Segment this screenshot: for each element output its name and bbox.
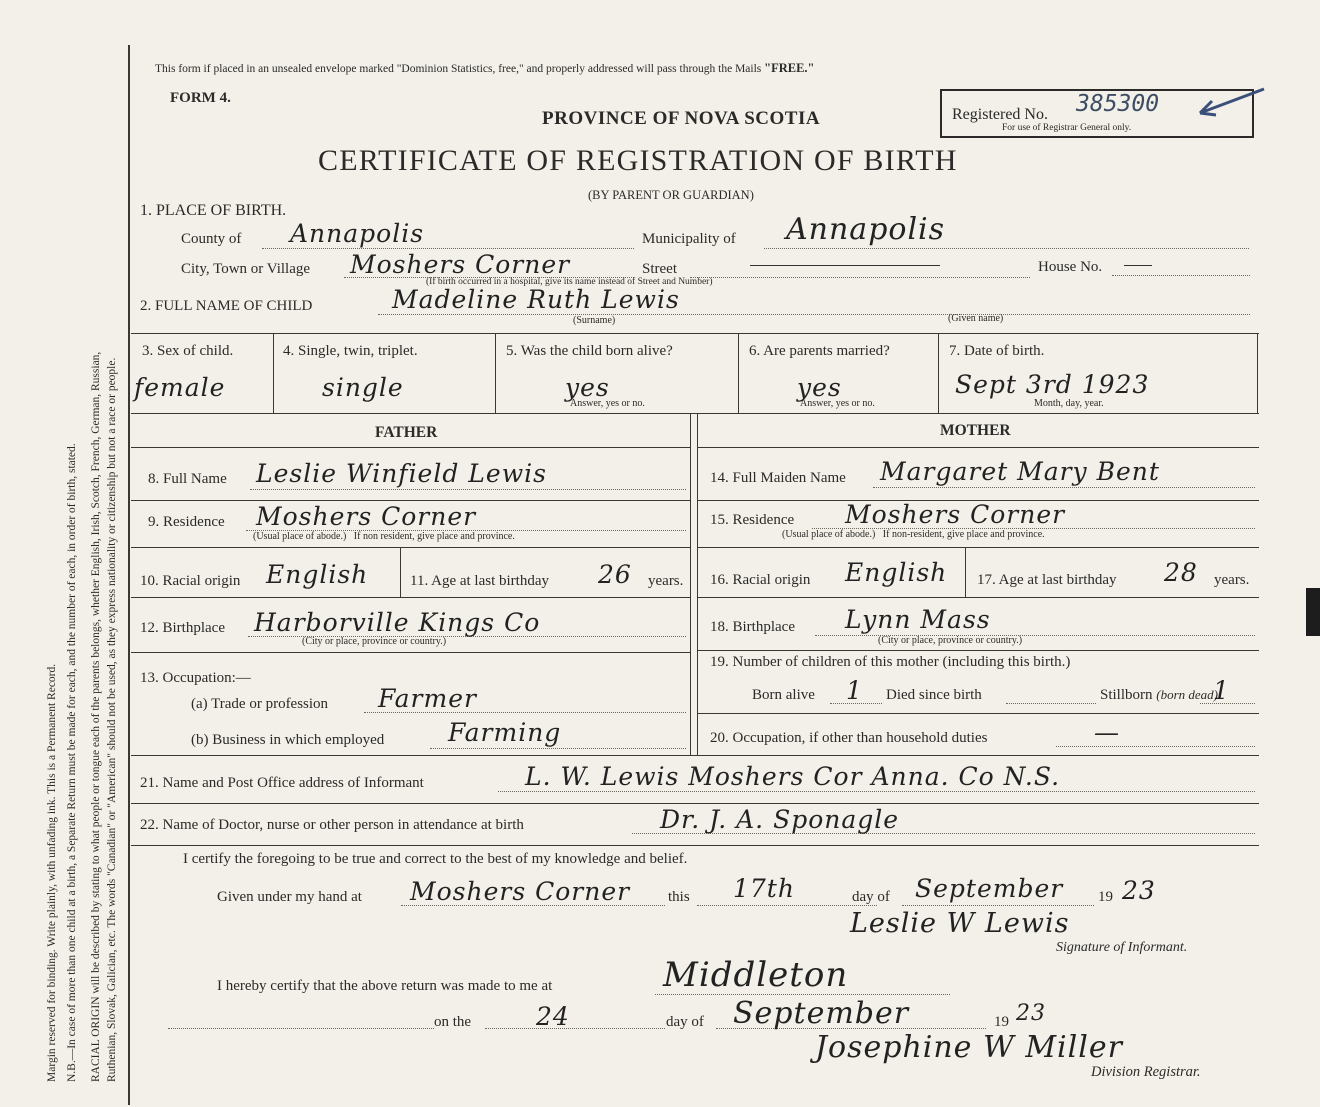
informant-signature: Leslie W Lewis (850, 908, 1070, 939)
registrar-year-value: 23 (1016, 1001, 1046, 1026)
informant-signature-label: Signature of Informant. (1056, 940, 1188, 955)
father-name-label: 8. Full Name (148, 471, 227, 487)
business-label: (b) Business in which employed (191, 732, 385, 748)
mother-name-label: 14. Full Maiden Name (710, 470, 846, 486)
certify-statement: I certify the foregoing to be true and correct to the best of my knowledge and belief. (183, 851, 688, 867)
surname-note: (Surname) (573, 315, 616, 326)
trade-label: (a) Trade or profession (191, 696, 329, 712)
registered-number: 385300 (1076, 91, 1160, 117)
given-place-value: Moshers Corner (410, 877, 631, 906)
municipality-label: Municipality of (642, 231, 736, 247)
father-birthplace-label: 12. Birthplace (140, 620, 225, 636)
date-of-birth-note: Month, day, year. (1034, 398, 1104, 409)
mother-residence-note: (Usual place of abode.) If non-resident, give place and province. (782, 529, 1045, 540)
mother-residence-label: 15. Residence (710, 512, 795, 528)
father-race-label: 10. Racial origin (140, 573, 241, 589)
details-bottom-rule (131, 413, 1259, 414)
street-line (690, 277, 1030, 278)
children-count-label: 19. Number of children of this mother (including this birth.) (710, 654, 1071, 670)
parents-divider (690, 413, 691, 755)
mother-name-value: Margaret Mary Bent (880, 457, 1160, 486)
certificate-title: CERTIFICATE OF REGISTRATION OF BIRTH (318, 144, 958, 177)
registrar-place-value: Middleton (663, 955, 849, 995)
registrar-signature: Josephine W Miller (815, 1030, 1123, 1065)
father-occupation-label: 13. Occupation:— (140, 670, 251, 686)
father-age-value: 26 (598, 560, 632, 589)
plurality-value: single (322, 373, 404, 402)
given-day-of-label: day of (852, 889, 890, 905)
registrar-month-value: September (733, 996, 910, 1031)
margin-note-1: Margin reserved for binding. Write plainly, with unfading ink. This is a Permanent Record. (46, 663, 58, 1082)
county-value: Annapolis (290, 219, 425, 248)
mother-residence-value: Moshers Corner (845, 500, 1066, 529)
mother-occupation-label: 20. Occupation, if other than household duties (710, 730, 988, 746)
binding-tab (1306, 588, 1320, 636)
registered-number-box (940, 89, 1254, 138)
registered-label: Registered No. (952, 106, 1048, 123)
father-race-value: English (266, 560, 369, 589)
died-since-birth-label: Died since birth (886, 687, 982, 703)
born-alive-label: 5. Was the child born alive? (506, 343, 673, 359)
trade-value: Farmer (378, 684, 477, 713)
registrar-general-note: For use of Registrar General only. (1002, 123, 1132, 133)
child-name-label: 2. FULL NAME OF CHILD (140, 298, 313, 314)
mother-birthplace-label: 18. Birthplace (710, 619, 795, 635)
postal-notice: This form if placed in an unsealed envelope marked "Dominion Statistics, free," and properly addressed will pass through the Mails "FREE." (155, 61, 815, 75)
doctor-label: 22. Name of Doctor, nurse or other person in attendance at birth (140, 817, 524, 833)
given-year-value: 23 (1122, 876, 1156, 905)
father-age-label: 11. Age at last birthday (410, 573, 549, 589)
doctor-value: Dr. J. A. Sponagle (660, 805, 900, 834)
informant-value: L. W. Lewis Moshers Cor Anna. Co N.S. (525, 762, 1061, 791)
house-number-line (1112, 275, 1250, 276)
business-value: Farming (448, 718, 562, 747)
stillborn-value: 1 (1213, 676, 1230, 705)
father-name-value: Leslie Winfield Lewis (256, 459, 547, 488)
this-label: this (668, 889, 690, 905)
date-of-birth-label: 7. Date of birth. (949, 343, 1045, 359)
mother-years-label: years. (1214, 572, 1250, 588)
born-alive-count-value: 1 (846, 676, 863, 705)
margin-border (128, 45, 130, 1105)
given-year-prefix: 19 (1098, 889, 1113, 905)
municipality-line (764, 248, 1249, 249)
municipality-value: Annapolis (786, 212, 946, 247)
child-name-value: Madeline Ruth Lewis (392, 285, 680, 314)
house-number-label: House No. (1038, 259, 1103, 275)
given-under-label: Given under my hand at (217, 889, 362, 905)
given-name-note: (Given name) (948, 313, 1004, 324)
born-alive-note: Answer, yes or no. (570, 398, 645, 409)
given-month-value: September (915, 874, 1064, 903)
street-dash (750, 265, 940, 266)
registrar-day-value: 24 (536, 1002, 570, 1031)
certificate-subtitle: (BY PARENT OR GUARDIAN) (588, 188, 754, 202)
mother-occupation-value: — (1094, 718, 1120, 747)
mother-birthplace-value: Lynn Mass (845, 605, 991, 634)
margin-note-3: RACIAL ORIGIN will be described by stating to what people or tongue each of the parents belongs, whether English, Irish, Scotch, French, German, Russian, (90, 351, 102, 1082)
father-residence-label: 9. Residence (148, 514, 225, 530)
plurality-label: 4. Single, twin, triplet. (283, 343, 418, 359)
father-heading: FATHER (375, 424, 438, 441)
given-day-value: 17th (733, 874, 795, 903)
registrar-year-prefix: 19 (994, 1014, 1009, 1030)
street-note: (If birth occurred in a hospital, give its name instead of Street and Number) (426, 277, 713, 287)
mother-birthplace-note: (City or place, province or country.) (878, 635, 1023, 646)
county-label: County of (181, 231, 242, 247)
father-years-label: years. (648, 573, 684, 589)
mother-race-label: 16. Racial origin (710, 572, 811, 588)
city-value: Moshers Corner (350, 250, 571, 279)
born-alive-count-label: Born alive (752, 687, 815, 703)
mother-heading: MOTHER (940, 422, 1011, 439)
division-registrar-label: Division Registrar. (1091, 1064, 1201, 1080)
mother-age-label: 17. Age at last birthday (977, 572, 1117, 588)
father-birthplace-note: (City or place, province or country.) (302, 636, 447, 647)
married-note: Answer, yes or no. (800, 398, 875, 409)
mother-race-value: English (845, 558, 948, 587)
father-residence-note: (Usual place of abode.) If non resident, give place and province. (253, 531, 515, 542)
child-name-line (378, 314, 1250, 315)
county-line (262, 248, 634, 249)
registrar-statement: I hereby certify that the above return was made to me at (217, 978, 553, 994)
street-label: Street (642, 261, 677, 277)
margin-note-2: N.B.—In case of more than one child at a birth, a Separate Return must be made for each, and the number of each, in order of birth, stated. (66, 443, 78, 1082)
sex-value: female (134, 373, 226, 402)
father-residence-value: Moshers Corner (256, 502, 477, 531)
sex-label: 3. Sex of child. (142, 343, 234, 359)
father-birthplace-value: Harborville Kings Co (254, 608, 541, 637)
margin-note-4: Ruthenian, Slovak, Galician, etc. The words "Canadian" or "American" should not be used, as they express nationality or citizenship but not a race or people. (106, 357, 118, 1082)
married-value: yes (797, 373, 842, 402)
arrow-mark-icon (1192, 83, 1282, 123)
place-of-birth-heading: 1. PLACE OF BIRTH. (140, 202, 287, 219)
married-label: 6. Are parents married? (749, 343, 890, 359)
province-heading: PROVINCE OF NOVA SCOTIA (542, 108, 821, 129)
registrar-on-label: on the (434, 1014, 472, 1030)
informant-label: 21. Name and Post Office address of Informant (140, 775, 424, 791)
date-of-birth-value: Sept 3rd 1923 (955, 370, 1150, 399)
details-top-rule (131, 333, 1259, 334)
registrar-day-of-label: day of (666, 1014, 704, 1030)
form-number: FORM 4. (170, 90, 231, 106)
mother-age-value: 28 (1164, 558, 1198, 587)
house-number-dash (1124, 265, 1152, 266)
stillborn-label: Stillborn (born dead) (1100, 687, 1219, 703)
city-label: City, Town or Village (181, 261, 311, 277)
born-alive-value: yes (565, 373, 610, 402)
